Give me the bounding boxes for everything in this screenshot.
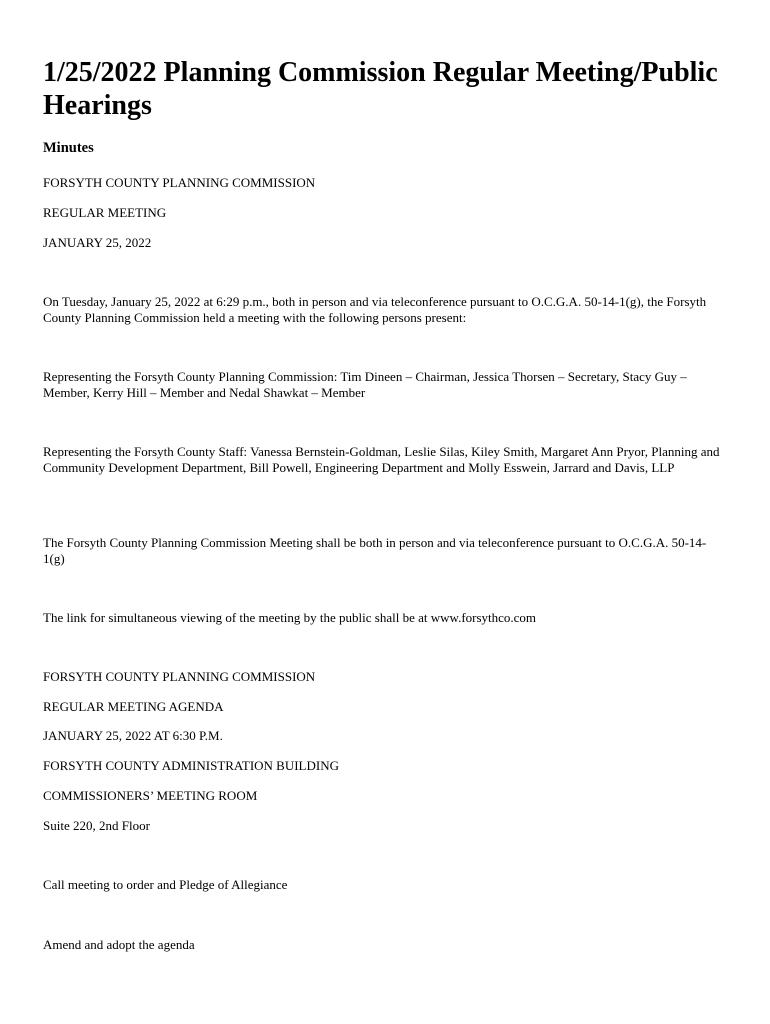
paragraph: The Forsyth County Planning Commission Meeting shall be both in person and via teleconference pursuant to O.C.G.A. 50-14-1(g) <box>43 535 707 566</box>
paragraph: Representing the Forsyth County Planning Commission: Tim Dineen – Chairman, Jessica Thorsen – Secretary, Stacy Guy – Member, Kerry Hill – Member and Nedal Shawkat – Member <box>43 369 687 400</box>
paragraph: REGULAR MEETING AGENDA <box>43 699 224 714</box>
page-title: 1/25/2022 Planning Commission Regular Meeting/Public Hearings <box>43 57 718 121</box>
minutes-heading: Minutes <box>43 140 94 156</box>
paragraph: Suite 220, 2nd Floor <box>43 818 150 833</box>
paragraph: The link for simultaneous viewing of the meeting by the public shall be at www.forsythco.com <box>43 610 537 625</box>
paragraph: FORSYTH COUNTY ADMINISTRATION BUILDING <box>43 758 339 773</box>
paragraph: REGULAR MEETING <box>43 205 167 220</box>
paragraph: Amend and adopt the agenda <box>43 937 195 952</box>
paragraph: FORSYTH COUNTY PLANNING COMMISSION <box>43 175 316 190</box>
paragraph: JANUARY 25, 2022 <box>43 235 152 250</box>
paragraph: Representing the Forsyth County Staff: Vanessa Bernstein-Goldman, Leslie Silas, Kiley Smith, Margaret Ann Pryor, Planning and Community Development Department, Bill Powell, Engineering Department and Molly Esswein, Jarrard and Davis, LLP <box>43 444 720 475</box>
paragraph: FORSYTH COUNTY PLANNING COMMISSION <box>43 669 316 684</box>
paragraph: JANUARY 25, 2022 AT 6:30 P.M. <box>43 728 223 743</box>
paragraph: On Tuesday, January 25, 2022 at 6:29 p.m., both in person and via teleconference pursuant to O.C.G.A. 50-14-1(g), the Forsyth County Planning Commission held a meeting with the following persons present: <box>43 294 707 325</box>
paragraph: Call meeting to order and Pledge of Allegiance <box>43 877 288 892</box>
paragraph: COMMISSIONERS’ MEETING ROOM <box>43 788 258 803</box>
